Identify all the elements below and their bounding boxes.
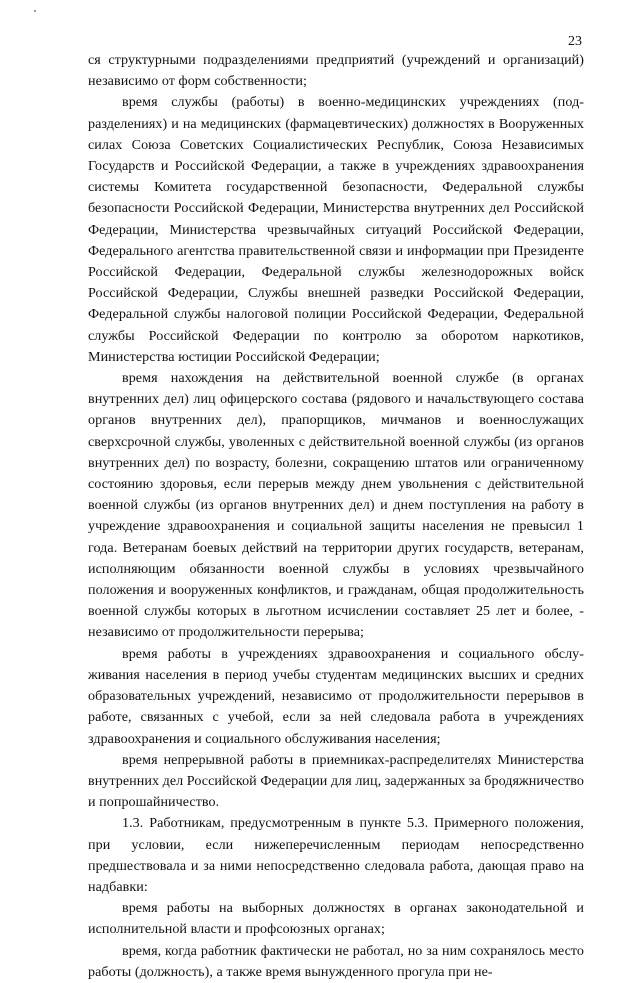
paragraph: время, когда работник фактически не работал, но за ним сохранялось место работы (должность), а также время вынужденного прогула при не- (88, 942, 584, 980)
paragraph: время службы (работы) в военно-медицинских учреждениях (подразделениях) и на медицинских (фармацевтических) должностях в Вооруженных силах Союза Советских Социалистических Республик, Союза Независимых Государств и Российской Федерации, а также в учреждениях здравоохранения системы Комитета государственной безопасности, Федеральной службы безопасности Российской Федерации, Министерства внутренних дел Российской Федерации, Министерства чрезвычайных ситуаций Российской Федерации, Федерального агентства правительственной связи и информации при Президенте Российской Федерации, Федеральной службы железнодорожных войск Российской Федерации, Службы внешней разведки Российской Федерации, Федеральной службы налоговой полиции Российской Федерации, Федеральной службы Российской Федерации по контролю за оборотом наркотиков, Министерства юстиции Российской Федерации; (88, 94, 584, 365)
paragraph: время работы на выборных должностях в органах законодательной и исполнительной власти и профсоюзных органах; (88, 900, 584, 938)
paragraph: 1.3. Работникам, предусмотренным в пункте 5.3. Примерного положения, при условии, если нижеперечисленным периодам непосредственно предшествовала и за ними непосредственно следовала работа, дающая право на надбавки: (88, 815, 584, 895)
scan-speck (34, 10, 36, 12)
paragraph: время работы в учреждениях здравоохранения и социального обслуживания населения в период учебы студентам медицинских высших и средних образовательных учреждений, независимо от продолжительности перерывов в работе, связанных с учебой, если за ней следовала работа в учреждениях здравоохранения и социального обслуживания населения; (88, 645, 584, 747)
paragraph: время нахождения на действительной военной службе (в органах внутренних дел) лиц офицерского состава (рядового и начальствующего состава органов внутренних дел), прапорщиков, мичманов и военнослужащих сверхсрочной службы, уволенных с действительной военной службы (из органов внутренних дел) по возрасту, болезни, сокращению штатов или ограниченному состоянию здоровья, если перерыв между днем увольнения с действительной военной службы (из органов внутренних дел) и днем поступления на работу в учреждение здравоохранения и социальной защиты населения не превысил 1 года. Ветеранам боевых действий на территории других государств, ветеранам, исполняющим обязанности военной службы в условиях чрезвычайного положения и вооруженных конфликтов, и гражданам, общая продолжительность военной службы которых в льготном исчислении составляет 25 лет и более, - независимо от продолжительности перерыва; (88, 370, 584, 641)
page-number: 23 (568, 34, 582, 49)
paragraph-continuation: ся структурными подразделениями предприятий (учреждений и организаций) независимо от форм собственности; (88, 52, 584, 90)
paragraph: время непрерывной работы в приемниках-распределителях Министерства внутренних дел Российской Федерации для лиц, задержанных за бродяжничество и попрошайничество. (88, 751, 585, 811)
body-text (88, 50, 584, 983)
